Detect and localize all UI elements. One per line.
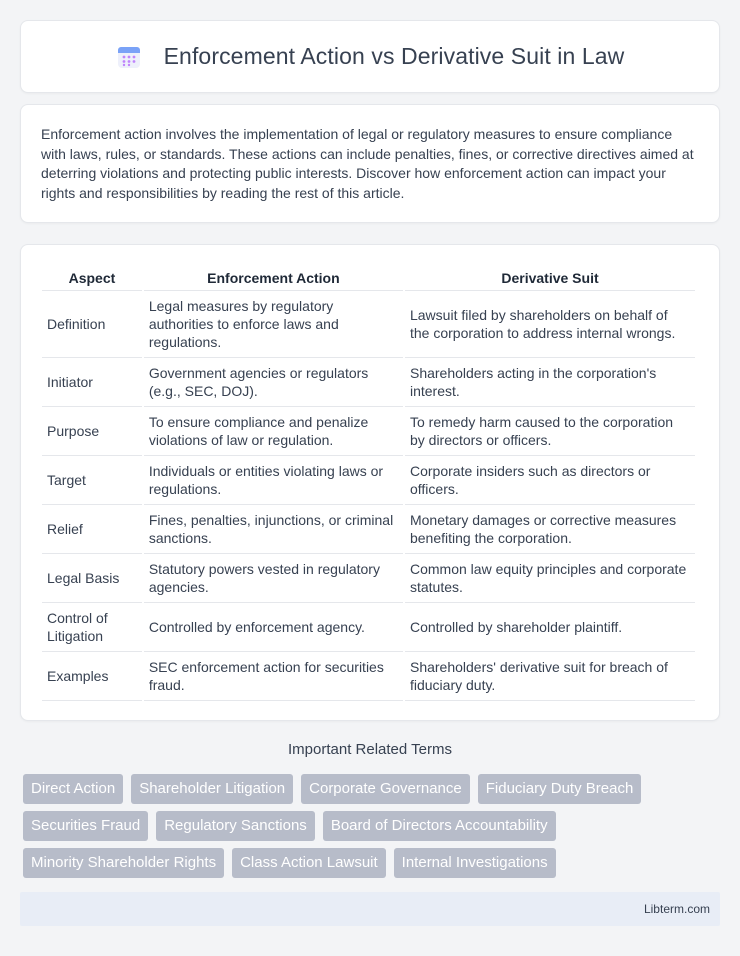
- footer-brand-link[interactable]: Libterm.com: [643, 902, 710, 916]
- calendar-grid-icon: [116, 44, 142, 70]
- row-enforcement: Legal measures by regulatory authorities to enforce laws and regulations.: [144, 291, 403, 358]
- related-term-tag[interactable]: Board of Directors Accountability: [323, 811, 556, 841]
- table-row: [42, 358, 695, 407]
- page-title: Enforcement Action vs Derivative Suit in Law: [163, 43, 625, 69]
- table-row: [42, 603, 695, 652]
- row-enforcement: To ensure compliance and penalize violations of law or regulation.: [144, 407, 403, 456]
- row-enforcement: Government agencies or regulators (e.g., SEC, DOJ).: [144, 358, 403, 407]
- related-term-tag[interactable]: Class Action Lawsuit: [232, 848, 386, 878]
- row-aspect: Examples: [42, 652, 142, 701]
- row-derivative: Corporate insiders such as directors or officers.: [405, 456, 695, 505]
- row-aspect: Purpose: [42, 407, 142, 456]
- row-enforcement: Individuals or entities violating laws or regulations.: [144, 456, 403, 505]
- row-derivative: Lawsuit filed by shareholders on behalf of the corporation to address internal wrongs.: [405, 291, 695, 358]
- row-enforcement: Statutory powers vested in regulatory agencies.: [144, 554, 403, 603]
- comparison-table-card: [20, 244, 720, 721]
- related-term-tag[interactable]: Securities Fraud: [23, 811, 148, 841]
- related-terms-title: Important Related Terms: [288, 741, 452, 758]
- table-row: [42, 407, 695, 456]
- header-enforcement-action: Enforcement Action: [144, 265, 403, 291]
- footer: [20, 892, 720, 926]
- row-aspect: Control of Litigation: [42, 603, 142, 652]
- row-aspect: Target: [42, 456, 142, 505]
- row-aspect: Relief: [42, 505, 142, 554]
- table-row: [42, 505, 695, 554]
- related-term-tag[interactable]: Fiduciary Duty Breach: [478, 774, 642, 804]
- related-terms-list: [23, 774, 713, 878]
- related-term-tag[interactable]: Regulatory Sanctions: [156, 811, 315, 841]
- header-aspect: Aspect: [42, 265, 142, 291]
- header-derivative-suit: Derivative Suit: [405, 265, 695, 291]
- intro-text: Enforcement action involves the implementation of legal or regulatory measures to ensure compliance with laws, rules, or standards. These actions can include penalties, fines, or corrective directives aimed at deterring violations and protecting public interests. Discover how enforcement action can impact your rights and responsibilities by reading the rest of this article.: [41, 126, 694, 201]
- intro-card: [20, 104, 720, 223]
- row-derivative: Common law equity principles and corporate statutes.: [405, 554, 695, 603]
- row-aspect: Legal Basis: [42, 554, 142, 603]
- header-card: [20, 20, 720, 93]
- row-aspect: Initiator: [42, 358, 142, 407]
- related-term-tag[interactable]: Direct Action: [23, 774, 123, 804]
- row-derivative: To remedy harm caused to the corporation by directors or officers.: [405, 407, 695, 456]
- table-row: [42, 291, 695, 358]
- row-enforcement: Fines, penalties, injunctions, or criminal sanctions.: [144, 505, 403, 554]
- row-enforcement: SEC enforcement action for securities fraud.: [144, 652, 403, 701]
- table-row: [42, 652, 695, 701]
- related-term-tag[interactable]: Internal Investigations: [394, 848, 556, 878]
- related-term-tag[interactable]: Shareholder Litigation: [131, 774, 293, 804]
- table-row: [42, 554, 695, 603]
- row-derivative: Shareholders' derivative suit for breach of fiduciary duty.: [405, 652, 695, 701]
- row-derivative: Monetary damages or corrective measures benefiting the corporation.: [405, 505, 695, 554]
- row-derivative: Controlled by shareholder plaintiff.: [405, 603, 695, 652]
- related-term-tag[interactable]: Corporate Governance: [301, 774, 470, 804]
- comparison-table: [40, 265, 697, 701]
- related-term-tag[interactable]: Minority Shareholder Rights: [23, 848, 224, 878]
- table-row: [42, 456, 695, 505]
- row-enforcement: Controlled by enforcement agency.: [144, 603, 403, 652]
- row-aspect: Definition: [42, 291, 142, 358]
- row-derivative: Shareholders acting in the corporation's interest.: [405, 358, 695, 407]
- table-header-row: [42, 265, 695, 291]
